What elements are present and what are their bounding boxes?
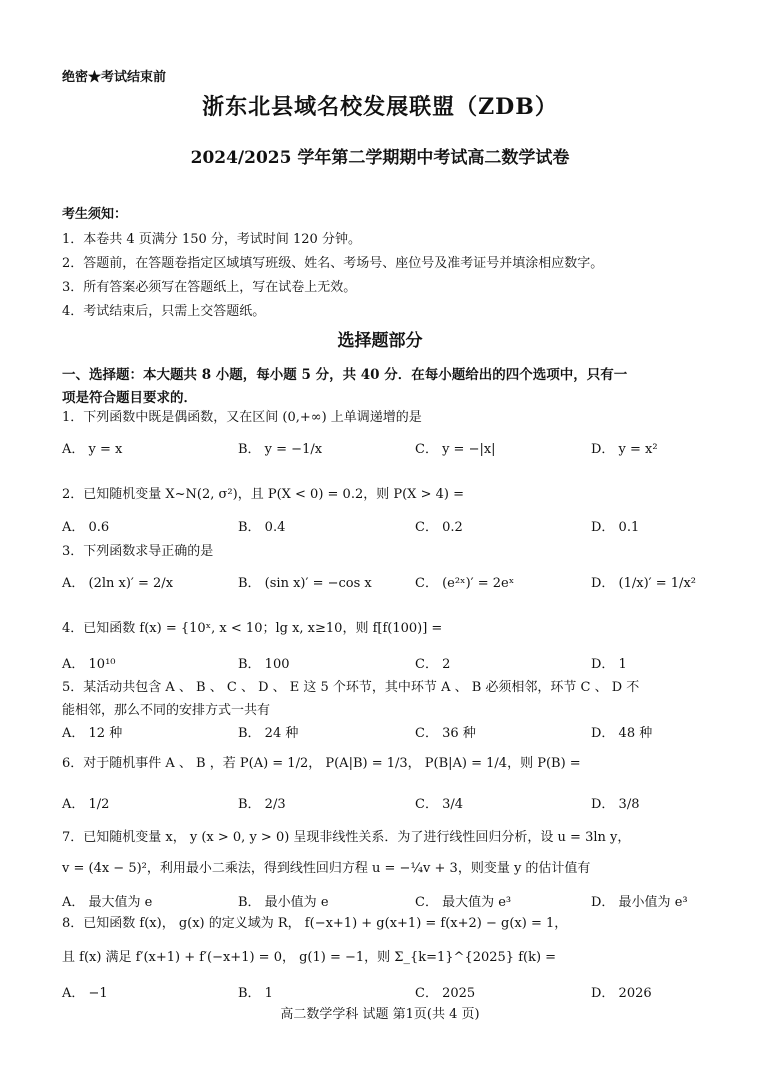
exam-title: 浙东北县域名校发展联盟（ZDB）	[202, 94, 558, 120]
q2-option-a: A． 0.6	[62, 520, 110, 535]
q1-option-c: C． y = −|x|	[415, 442, 496, 457]
q3-option-c: C． (e²ˣ)′ = 2eˣ	[415, 576, 515, 591]
q2-option-b: B． 0.4	[238, 520, 286, 535]
q3-option-a: A． (2ln x)′ = 2/x	[62, 576, 174, 591]
q5-option-c: C． 36 种	[415, 726, 476, 741]
question-2-stem: 2．已知随机变量 X~N(2, σ²)，且 P(X < 0) = 0.2，则 P(X > 4) =	[62, 487, 464, 502]
q5-option-b: B． 24 种	[238, 726, 299, 741]
notice-item: 2．答题前，在答题卷指定区域填写班级、姓名、考场号、座位号及准考证号并填涂相应数字。	[62, 256, 604, 271]
q7-option-a: A． 最大值为 e	[62, 895, 153, 910]
question-7-stem-cont: v = (4x − 5)²，利用最小二乘法，得到线性回归方程 u = −¼v + 3，则变量 y 的估计值有	[62, 861, 591, 876]
question-5-stem: 5．某活动共包含 A 、 B 、 C 、 D 、 E 这 5 个环节，其中环节 A 、 B 必须相邻，环节 C 、 D 不	[62, 680, 640, 695]
notice-item: 1．本卷共 4 页满分 150 分，考试时间 120 分钟。	[62, 232, 361, 247]
part-instructions: 一、选择题：本大题共 8 小题，每小题 5 分，共 40 分．在每小题给出的四个选项中，只有一	[62, 367, 628, 383]
q4-option-c: C． 2	[415, 657, 451, 672]
notice-item: 4．考试结束后，只需上交答题纸。	[62, 304, 266, 319]
q2-option-d: D． 0.1	[591, 520, 640, 535]
notice-heading: 考生须知：	[62, 207, 128, 222]
question-8-stem: 8．已知函数 f(x)， g(x) 的定义域为 R， f(−x+1) + g(x+1) = f(x+2) − g(x) = 1，	[62, 916, 568, 931]
q6-option-a: A． 1/2	[62, 797, 110, 812]
notice-item: 3．所有答案必须写在答题纸上，写在试卷上无效。	[62, 280, 357, 295]
q3-option-d: D． (1/x)′ = 1/x²	[591, 576, 696, 591]
q8-option-c: C． 2025	[415, 986, 476, 1001]
q4-option-d: D． 1	[591, 657, 627, 672]
q7-option-b: B． 最小值为 e	[238, 895, 329, 910]
exam-subtitle: 2024/2025 学年第二学期期中考试高二数学试卷	[190, 148, 570, 168]
page-footer: 高二数学学科 试题 第1页(共 4 页)	[280, 1007, 480, 1022]
question-7-stem: 7．已知随机变量 x， y (x > 0, y > 0) 呈现非线性关系．为了进行线性回归分析，设 u = 3ln y，	[62, 830, 631, 845]
question-5-stem-cont: 能相邻，那么不同的安排方式一共有	[62, 703, 271, 718]
confidential-label: 绝密★考试结束前	[62, 70, 167, 85]
q7-option-c: C． 最大值为 e³	[415, 895, 512, 910]
q8-option-d: D． 2026	[591, 986, 652, 1001]
q1-option-a: A． y = x	[62, 442, 123, 457]
q8-option-a: A． −1	[62, 986, 108, 1001]
q8-option-b: B． 1	[238, 986, 273, 1001]
question-6-stem: 6．对于随机事件 A 、 B ，若 P(A) = 1/2， P(A|B) = 1/3， P(B|A) = 1/4，则 P(B) =	[62, 756, 581, 771]
question-4-stem: 4．已知函数 f(x) = {10ˣ, x < 10；lg x, x≥10，则 f[f(100)] =	[62, 621, 443, 636]
q5-option-a: A． 12 种	[62, 726, 123, 741]
q2-option-c: C． 0.2	[415, 520, 463, 535]
q6-option-d: D． 3/8	[591, 797, 640, 812]
q4-option-b: B． 100	[238, 657, 290, 672]
q7-option-d: D． 最小值为 e³	[591, 895, 688, 910]
part-instructions-cont: 项是符合题目要求的．	[62, 390, 197, 406]
q6-option-c: C． 3/4	[415, 797, 464, 812]
question-3-stem: 3．下列函数求导正确的是	[62, 544, 214, 559]
q5-option-d: D． 48 种	[591, 726, 653, 741]
question-8-stem-cont: 且 f(x) 满足 f′(x+1) + f′(−x+1) = 0， g(1) = −1，则 Σ_{k=1}^{2025} f(k) =	[62, 950, 557, 965]
q6-option-b: B． 2/3	[238, 797, 286, 812]
section-title: 选择题部分	[337, 331, 423, 351]
q1-option-b: B． y = −1/x	[238, 442, 323, 457]
q3-option-b: B． (sin x)′ = −cos x	[238, 576, 372, 591]
q1-option-d: D． y = x²	[591, 442, 658, 457]
q4-option-a: A． 10¹⁰	[62, 657, 116, 672]
question-1-stem: 1．下列函数中既是偶函数，又在区间 (0,+∞) 上单调递增的是	[62, 410, 422, 425]
